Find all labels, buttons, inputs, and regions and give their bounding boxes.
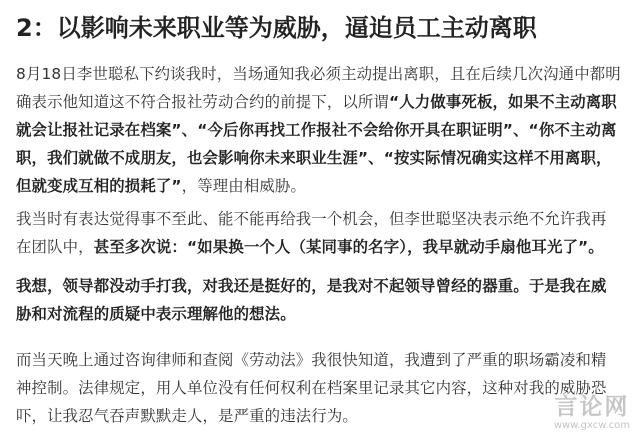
paragraph-4-text: 而当天晚上通过咨询律师和查阅《劳动法》我很快知道，我遭到了严重的职场霸凌和精神控制。法律规定，用人单位没有任何权利在档案里记录其它内容，这种对我的威胁恐吓，让我忍气吞声默默走人，是严重的违法行为。 <box>16 351 607 425</box>
watermark-url: www.gxcw.com <box>553 420 630 431</box>
watermark-logo <box>554 394 630 432</box>
paragraph-3-bold-text: 我想，领导都没动手打我，对我还是挺好的，是我对不起领导曾经的器重。于是我在威胁和对流程的质疑中表示理解他的想法。 <box>16 277 607 323</box>
watermark-title: 言论网 <box>554 394 630 420</box>
paragraph-3 <box>16 272 622 328</box>
paragraph-2-bold-quote: 甚至多次说：“如果换一个人（某同事的名字），我早就动手扇他耳光了”。 <box>93 238 604 256</box>
paragraph-1-bold-quotes: “人力做事死板，如果不主动离职就会让报社记录在档案”、“今后你再找工作报社不会给你开具在职证明”、“你不主动离职，我们就做不成朋友，也会影响你未来职业生涯”、“按实际情况确实这样不用离职，但就变成互相的损耗了” <box>16 93 617 195</box>
paragraph-1-text-end: ，等理由相威胁。 <box>181 177 306 195</box>
paragraph-1 <box>16 60 622 200</box>
paragraph-2 <box>16 205 622 261</box>
paragraph-4 <box>16 346 622 430</box>
article-heading: 2：以影响未来职业等为威胁，逼迫员工主动离职 <box>16 14 537 42</box>
paragraph-2-text-start: 我当时有表达觉得事不至此、能不能再给我一个机会，但李世聪坚决表示绝不允许我再在团队中， <box>16 210 607 256</box>
paragraph-1-text-start: 8月18日李世聪私下约谈我时，当场通知我必须主动提出离职，且在后续几次沟通中都明确表示他知道这不符合报社劳动合约的前提下，以所谓 <box>16 65 621 111</box>
